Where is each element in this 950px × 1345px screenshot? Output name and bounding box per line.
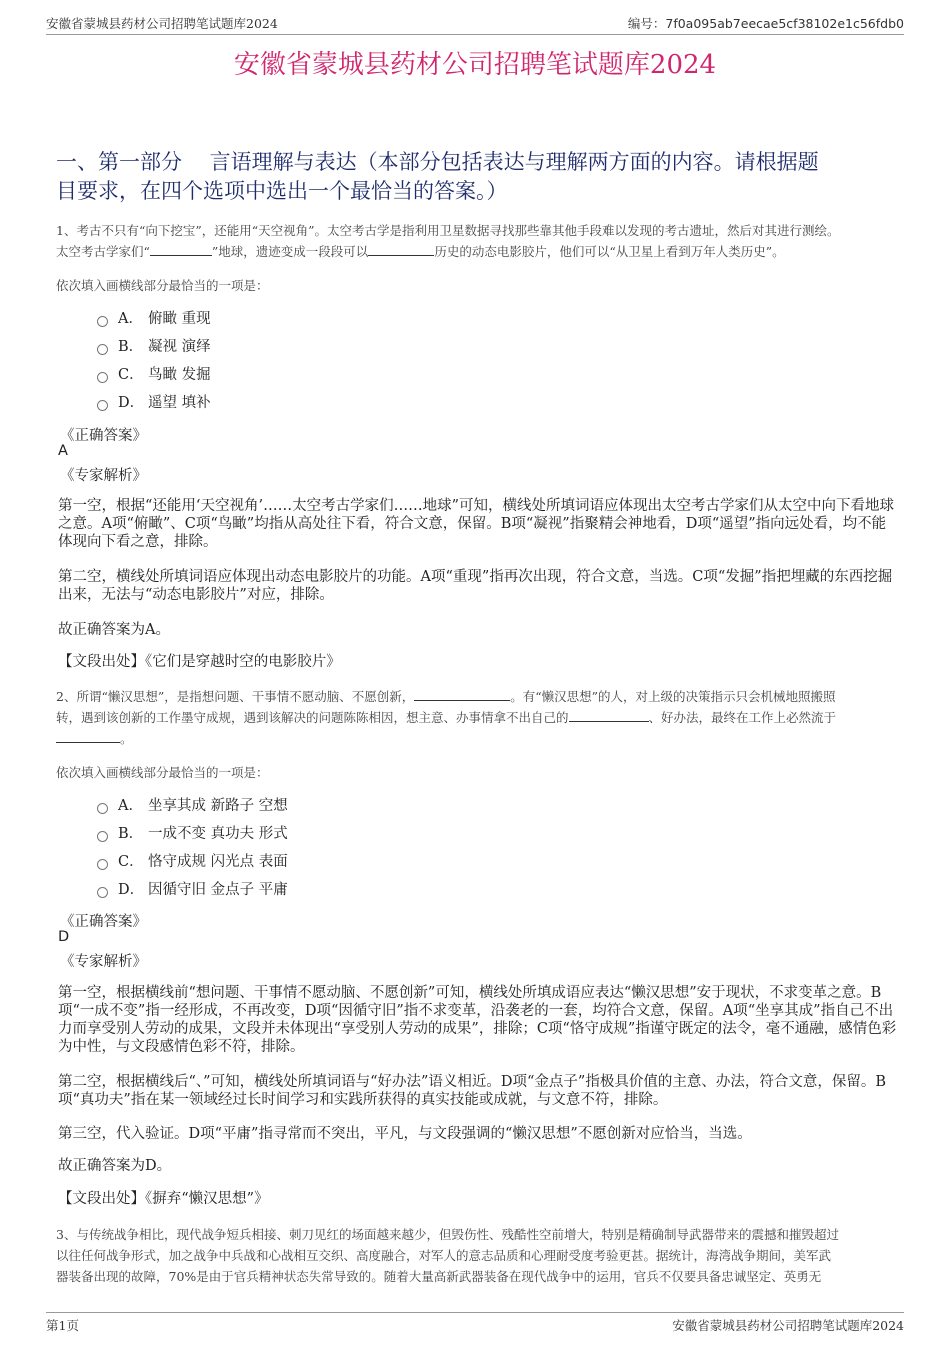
q2-option-d[interactable]: D． 因循守旧 金点子 平庸 <box>97 879 288 901</box>
q2-answer-label: 《正确答案》 <box>60 914 147 930</box>
q1-analysis-label: 《专家解析》 <box>60 468 147 484</box>
q2-analysis-p4: 故正确答案为D。 <box>58 1158 172 1174</box>
radio-icon[interactable] <box>97 859 108 870</box>
question-2-stem: 2、所谓“懒汉思想”，是指想问题、干事情不愿动脑、不愿创新， 。有“懒汉思想”的人，对上级的决策指示只会机械地照搬照 转，遇到该创新的工作墨守成规，遇到该解决的问题陈陈相因，想主意、办事情拿不出自己的 、好办法，最终在工作上必然流于 。 <box>56 689 837 746</box>
radio-icon[interactable] <box>97 887 108 898</box>
q2-option-b[interactable]: B． 一成不变 真功夫 形式 <box>97 823 288 845</box>
page-title: 安徽省蒙城县药材公司招聘笔试题库2024 <box>233 50 717 80</box>
q2-analysis-p2: 第二空，根据横线后“、”可知，横线处所填词语与“好办法”语义相近。D项“金点子”指极具价值的主意、办法，符合文意，保留。B项“真功夫”指在某一领域经过长时间学习和实践所获得的真实技能或成就，与文意不符，排除。 <box>58 1074 887 1108</box>
q2-analysis-label: 《专家解析》 <box>60 954 147 970</box>
question-1-hint: 依次填入画横线部分最恰当的一项是： <box>56 278 269 293</box>
q1-answer-label: 《正确答案》 <box>60 428 147 444</box>
q1-analysis-p2: 第二空，横线处所填词语应体现出动态电影胶片的功能。A项“重现”指再次出现，符合文意，当选。C项“发掘”指把埋藏的东西挖掘出来，无法与“动态电影胶片”对应，排除。 <box>58 569 893 603</box>
q1-option-d[interactable]: D． 遥望 填补 <box>97 392 211 414</box>
q1-analysis-p3: 故正确答案为A。 <box>58 622 170 638</box>
radio-icon[interactable] <box>97 316 108 327</box>
q2-answer: D <box>58 929 70 945</box>
page-footer <box>46 1312 904 1335</box>
q2-analysis-p1: 第一空，根据横线前“想问题、干事情不愿动脑、不愿创新”可知，横线处所填成语应表达“懒汉思想”安于现状，不求变革之意。B项“一成不变”指一经形成，不再改变，D项“因循守旧”指不求变革，沿袭老的一套，均符合文意，保留。A项“坐享其成”指自己不出力而享受别人劳动的成果，文段并未体现出“享受别人劳动的成果”，排除；C项“恪守成规”指谨守既定的法令，毫不通融，感情色彩为中性，与文段感情色彩不符，排除。 <box>58 985 897 1055</box>
q1-answer: A <box>58 443 68 459</box>
footer-doc-title: 安徽省蒙城县药材公司招聘笔试题库2024 <box>672 1318 904 1333</box>
q1-analysis-p1: 第一空，根据“还能用‘天空视角’……太空考古学家们……地球”可知，横线处所填词语应体现出太空考古学家们从太空中向下看地球之意。A项“俯瞰”、C项“鸟瞰”均指从高处往下看，符合文意，保留。B项“凝视”指聚精会神地看，D项“遥望”指向远处看，均不能体现向下看之意，排除。 <box>58 498 895 550</box>
q2-source: 【文段出处】《摒弃“懒汉思想”》 <box>58 1191 269 1207</box>
page-header <box>46 14 904 35</box>
header-doc-code: 编号：7f0a095ab7eecae5cf38102e1c56fdb0 <box>627 16 904 31</box>
radio-icon[interactable] <box>97 400 108 411</box>
q2-option-a[interactable]: A． 坐享其成 新路子 空想 <box>97 795 288 817</box>
question-1-stem: 1、考古不只有“向下挖宝”，还能用“天空视角”。太空考古学是指利用卫星数据寻找那些靠其他手段难以发现的考古遗址，然后对其进行测绘。 太空考古学家们“ ”地球，遗迹变成一段段可以 历史的动态电影胶片，他们可以“从卫星上看到万年人类历史”。 <box>56 223 840 259</box>
q1-option-c[interactable]: C． 鸟瞰 发掘 <box>97 364 211 386</box>
q1-option-b[interactable]: B． 凝视 演绎 <box>97 336 211 358</box>
radio-icon[interactable] <box>97 831 108 842</box>
q2-analysis-p3: 第三空，代入验证。D项“平庸”指寻常而不突出，平凡，与文段强调的“懒汉思想”不愿创新对应恰当，当选。 <box>58 1126 752 1142</box>
radio-icon[interactable] <box>97 372 108 383</box>
radio-icon[interactable] <box>97 344 108 355</box>
q1-option-a[interactable]: A． 俯瞰 重现 <box>97 308 211 330</box>
radio-icon[interactable] <box>97 803 108 814</box>
page-number: 第1页 <box>46 1318 79 1333</box>
header-doc-title: 安徽省蒙城县药材公司招聘笔试题库2024 <box>46 16 278 31</box>
q1-source: 【文段出处】《它们是穿越时空的电影胶片》 <box>58 654 341 670</box>
question-2-hint: 依次填入画横线部分最恰当的一项是： <box>56 765 269 780</box>
section-heading: 一、第一部分 言语理解与表达（本部分包括表达与理解两方面的内容。请根据题 目要求，在四个选项中选出一个最恰当的答案。） <box>56 150 819 203</box>
q2-option-c[interactable]: C． 恪守成规 闪光点 表面 <box>97 851 288 873</box>
question-3-stem: 3、与传统战争相比，现代战争短兵相接、刺刀见红的场面越来越少，但毁伤性、残酷性空前增大，特别是精确制导武器带来的震撼和摧毁超过 以往任何战争形式，加之战争中兵战和心战相互交织、高度融合，对军人的意志品质和心理耐受度考验更甚。据统计，海湾战争期间，美军武 器装备出现的故障，70%是由于官兵精神状态失常导致的。随着大量高新武器装备在现代战争中的运用，官兵不仅要具备忠诚坚定、英勇无 <box>56 1227 839 1284</box>
